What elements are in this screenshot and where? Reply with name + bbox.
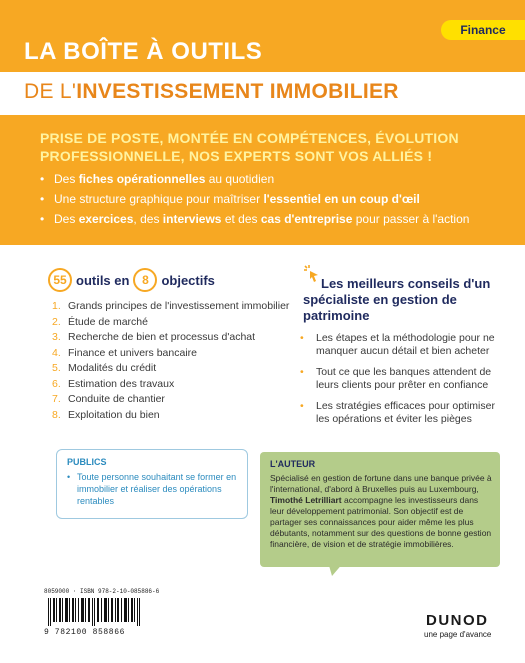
author-name: Timothé Letrilliart (270, 495, 342, 505)
item-label: Finance et univers bancaire (68, 346, 197, 359)
tools-count-badge: 55 (48, 268, 72, 292)
item-number: 6. (52, 377, 61, 390)
author-box (260, 452, 500, 567)
publisher-logo: DUNOD (426, 612, 489, 629)
list-item (52, 408, 289, 424)
bullet-bold: l'essentiel en un coup d'œil (263, 192, 420, 206)
author-bio (270, 473, 492, 550)
advice-title: Les meilleurs conseils d'un spécialiste en gestion de patrimoine (303, 276, 491, 323)
bullet-text: Des (54, 212, 79, 226)
bio-text: Spécialisé en gestion de fortune dans une banque privée à l'international, d'abord à Bruxelles puis au Luxembourg, (270, 473, 492, 494)
list-item (52, 346, 289, 362)
item-label: Estimation des travaux (68, 377, 175, 390)
bullet-text: et des (221, 212, 261, 226)
item-number: 4. (52, 346, 61, 359)
list-item: • Tout ce que les banques attendent de leurs clients pour prêter en confiance (300, 366, 500, 392)
item-label: Étude de marché (68, 315, 148, 328)
bullet-bold: interviews (162, 212, 222, 226)
publics-box (56, 449, 248, 519)
promo-panel (0, 115, 525, 245)
bullet-text: pour passer à l'action (352, 212, 470, 226)
item-number: 5. (52, 362, 61, 374)
item-number: 8. (52, 408, 61, 421)
bullet-text: Une structure graphique pour maîtriser (54, 192, 264, 206)
objectives-count-badge: 8 (133, 268, 157, 292)
list-item (52, 377, 289, 393)
title-line-2-bold: INVESTISSEMENT IMMOBILIER (76, 80, 399, 103)
list-item: • Les stratégies efficaces pour optimiser les opérations et éviter les pièges (300, 400, 500, 426)
title-line-2-prefix: DE L' (24, 80, 77, 103)
panel-headline: PRISE DE POSTE, MONTÉE EN COMPÉTENCES, ÉVOLUTION PROFESSIONNELLE, NOS EXPERTS SONT VOS ALLIÉS ! (40, 130, 459, 164)
title-line-2 (24, 80, 399, 104)
tools-count-row (48, 268, 215, 292)
objectives-list (52, 299, 289, 423)
item-number: 2. (52, 315, 61, 328)
item-label: Recherche de bien et processus d'achat (68, 331, 256, 343)
speech-tail (328, 562, 344, 576)
publics-text: • Toute personne souhaitant se former en immobilier et réaliser des opérations rentables (67, 471, 245, 507)
bullet-text: , des (133, 212, 163, 226)
list-item (52, 392, 289, 408)
item-number: 3. (52, 331, 61, 343)
item-label: Grands principes de l'investissement immobilier (68, 300, 290, 312)
list-item (52, 361, 289, 377)
list-item (52, 299, 289, 315)
panel-bullets (40, 169, 469, 229)
item-label: Modalités du crédit (68, 362, 157, 374)
item-number: 7. (52, 393, 61, 405)
bullet-text: Des (54, 172, 79, 186)
bullet-bold: fiches opérationnelles (78, 172, 206, 186)
barcode-number: 9 782100 858866 (44, 628, 126, 637)
list-item (52, 330, 289, 346)
item-label: Exploitation du bien (68, 408, 160, 421)
barcode (44, 588, 160, 638)
item-number: 1. (52, 300, 61, 312)
author-heading: L'AUTEUR (270, 459, 316, 469)
bullet-bold: exercices (78, 212, 134, 226)
panel-bullet (40, 189, 469, 209)
bullet-text: au quotidien (205, 172, 275, 186)
tools-count-text: outils en (76, 272, 130, 288)
objectives-count-text: objectifs (161, 272, 215, 288)
list-item: • Les étapes et la méthodologie pour ne manquer aucun détail et bien acheter (300, 332, 500, 358)
panel-bullet (40, 169, 469, 189)
category-tag: Finance (441, 20, 525, 40)
publics-heading: PUBLICS (67, 457, 107, 467)
panel-bullet (40, 209, 469, 229)
barcode-bars-icon (44, 598, 144, 626)
list-item (52, 315, 289, 331)
isbn-line: 8059000 · ISBN 978-2-10-085886-6 (44, 588, 160, 595)
bullet-bold: cas d'entreprise (260, 212, 353, 226)
title-line-1: LA BOÎTE À OUTILS (24, 38, 263, 65)
advice-list (300, 332, 500, 434)
publisher-tagline: une page d'avance (424, 630, 492, 639)
item-label: Conduite de chantier (68, 393, 165, 405)
bio-text: accompagne les investisseurs dans leur développement patrimonial. Son objectif est de partager ses connaissances pour aider même les plus débutants, notamment sur des questions de bonne gestion financière, de vision et de stratégie immobilières. (270, 495, 492, 549)
